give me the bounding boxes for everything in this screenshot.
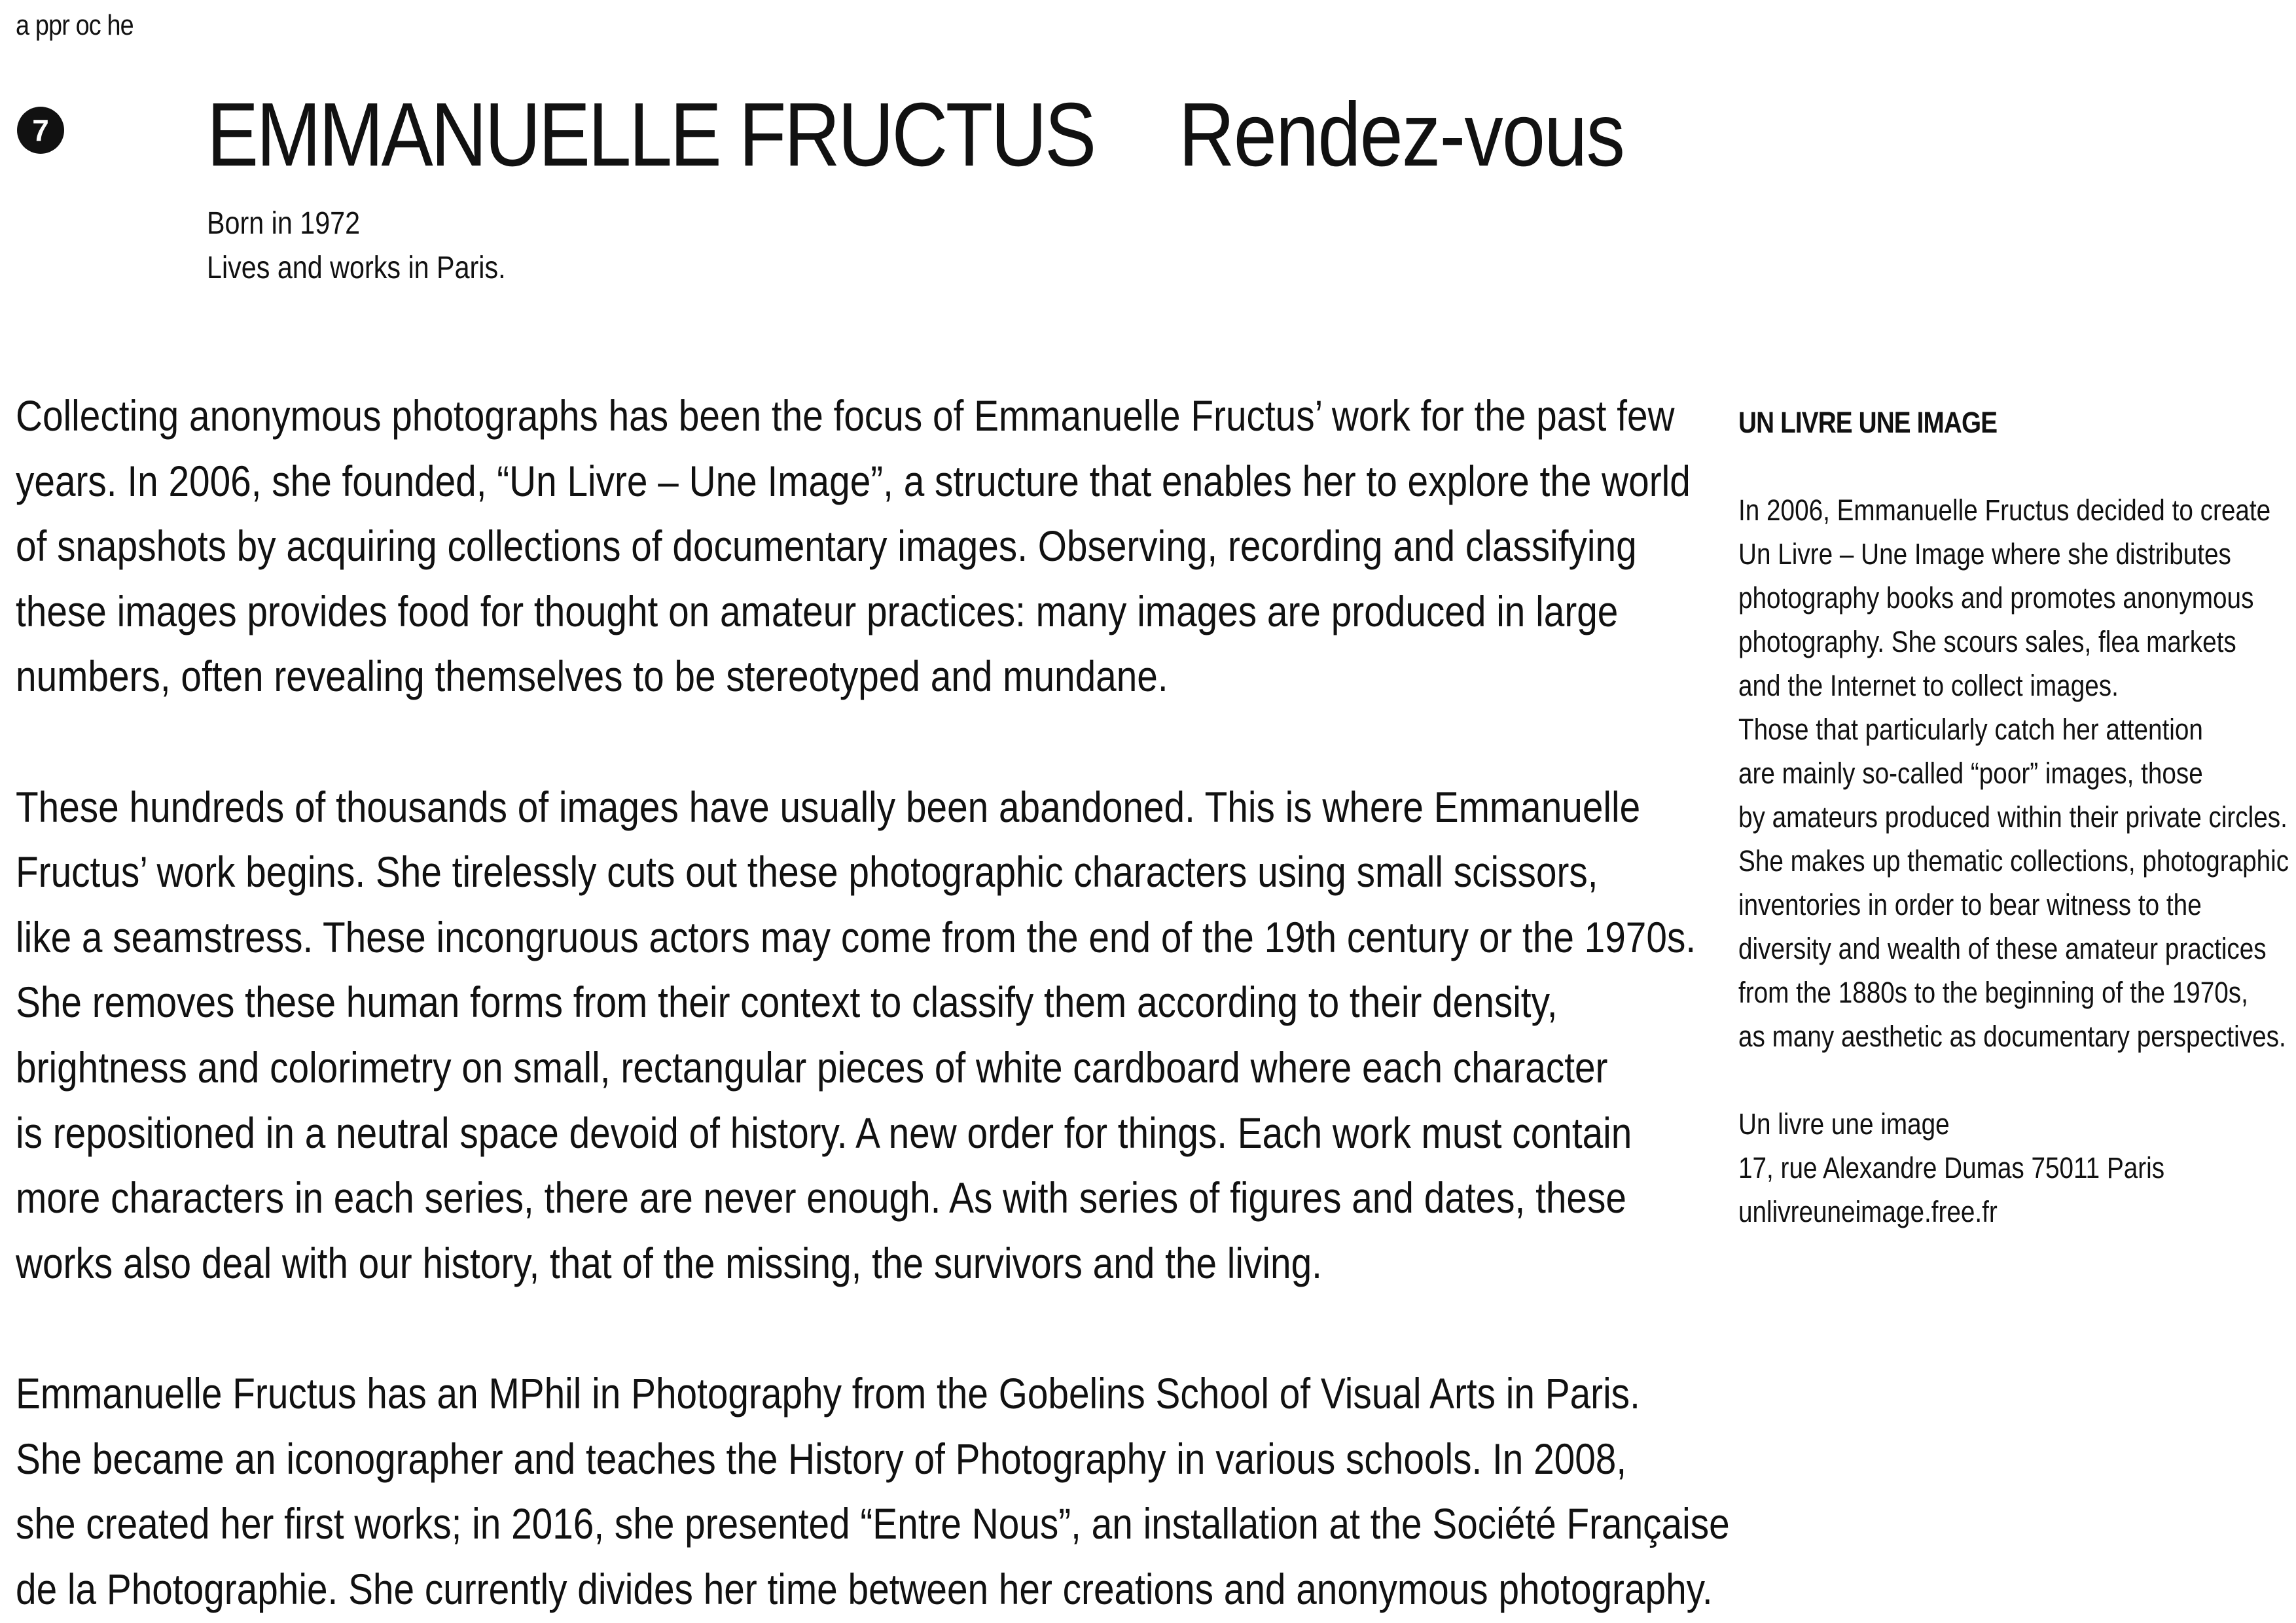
text-line: years. In 2006, she founded, “Un Livre – Une Image”, a structure that enables her to explore the world (16, 456, 1691, 505)
sidebar-line: Un Livre – Une Image where she distributes (1738, 537, 2231, 571)
sidebar-line: from the 1880s to the beginning of the 1970s, (1738, 976, 2248, 1009)
text-line: works also deal with our history, that of the missing, the survivors and the living. (16, 1238, 1322, 1287)
work-title: Rendez-vous (1178, 84, 1624, 185)
sidebar-note (1738, 401, 2289, 1234)
contact-name: Un livre une image (1738, 1107, 1950, 1141)
sidebar-line: inventories in order to bear witness to the (1738, 888, 2202, 921)
sidebar-line: She makes up thematic collections, photographic (1738, 844, 2289, 878)
text-line: These hundreds of thousands of images have usually been abandoned. This is where Emmanuelle (16, 782, 1641, 831)
text-line: Emmanuelle Fructus has an MPhil in Photography from the Gobelins School of Visual Arts in Paris. (16, 1368, 1640, 1418)
text-line: numbers, often revealing themselves to be stereotyped and mundane. (16, 652, 1168, 701)
text-line: Collecting anonymous photographs has been the focus of Emmanuelle Fructus’ work for the past few (16, 391, 1675, 440)
sidebar-line: In 2006, Emmanuelle Fructus decided to create (1738, 493, 2271, 527)
sidebar-line: are mainly so-called “poor” images, those (1738, 757, 2203, 790)
sidebar-line: Those that particularly catch her attention (1738, 713, 2203, 746)
text-line: de la Photographie. She currently divides her time between her creations and anonymous photography. (16, 1564, 1713, 1613)
artist-bio (207, 202, 506, 291)
text-line: more characters in each series, there are never enough. As with series of figures and dates, these (16, 1173, 1626, 1222)
contact-address: 17, rue Alexandre Dumas 75011 Paris (1738, 1151, 2165, 1185)
text-line: these images provides food for thought on amateur practices: many images are produced in large (16, 586, 1619, 635)
sidebar-line: diversity and wealth of these amateur practices (1738, 932, 2267, 965)
contact-website: unlivreuneimage.free.fr (1738, 1195, 1998, 1228)
text-line: brightness and colorimetry on small, rectangular pieces of white cardboard where each character (16, 1043, 1608, 1092)
page-heading (207, 86, 1624, 184)
text-line: is repositioned in a neutral space devoid of history. A new order for things. Each work must contain (16, 1108, 1632, 1157)
main-text (16, 383, 1730, 1622)
text-line: Fructus’ work begins. She tirelessly cuts out these photographic characters using small scissors, (16, 847, 1598, 897)
birth-year: Born in 1972 (207, 206, 361, 241)
entry-number-badge: 7 (17, 107, 64, 154)
sidebar-line: photography books and promotes anonymous (1738, 581, 2254, 615)
text-line: like a seamstress. These incongruous actors may come from the end of the 19th century or the 1970s. (16, 912, 1696, 961)
paragraph-background (16, 1361, 1730, 1622)
residence: Lives and works in Paris. (207, 251, 506, 285)
sidebar-line: photography. She scours sales, flea markets (1738, 625, 2236, 658)
brand-label: a ppr oc he (16, 9, 134, 41)
text-line: she created her first works; in 2016, she presented “Entre Nous”, an installation at the Société Française (16, 1499, 1730, 1548)
text-line: She became an iconographer and teaches the History of Photography in various schools. In 2008, (16, 1434, 1627, 1483)
sidebar-line: as many aesthetic as documentary perspectives. (1738, 1020, 2286, 1053)
paragraph-process (16, 775, 1696, 1296)
sidebar-line: and the Internet to collect images. (1738, 669, 2119, 702)
contact-block (1738, 1102, 2273, 1234)
sidebar-title: UN LIVRE UNE IMAGE (1738, 406, 1998, 439)
text-line: of snapshots by acquiring collections of documentary images. Observing, recording and classifying (16, 522, 1637, 571)
sidebar-line: by amateurs produced within their private circles. (1738, 800, 2287, 834)
paragraph-collecting (16, 383, 1691, 709)
artist-name: EMMANUELLE FRUCTUS (207, 84, 1094, 185)
text-line: She removes these human forms from their context to classify them according to their density, (16, 978, 1558, 1027)
sidebar-body (1738, 488, 2289, 1058)
